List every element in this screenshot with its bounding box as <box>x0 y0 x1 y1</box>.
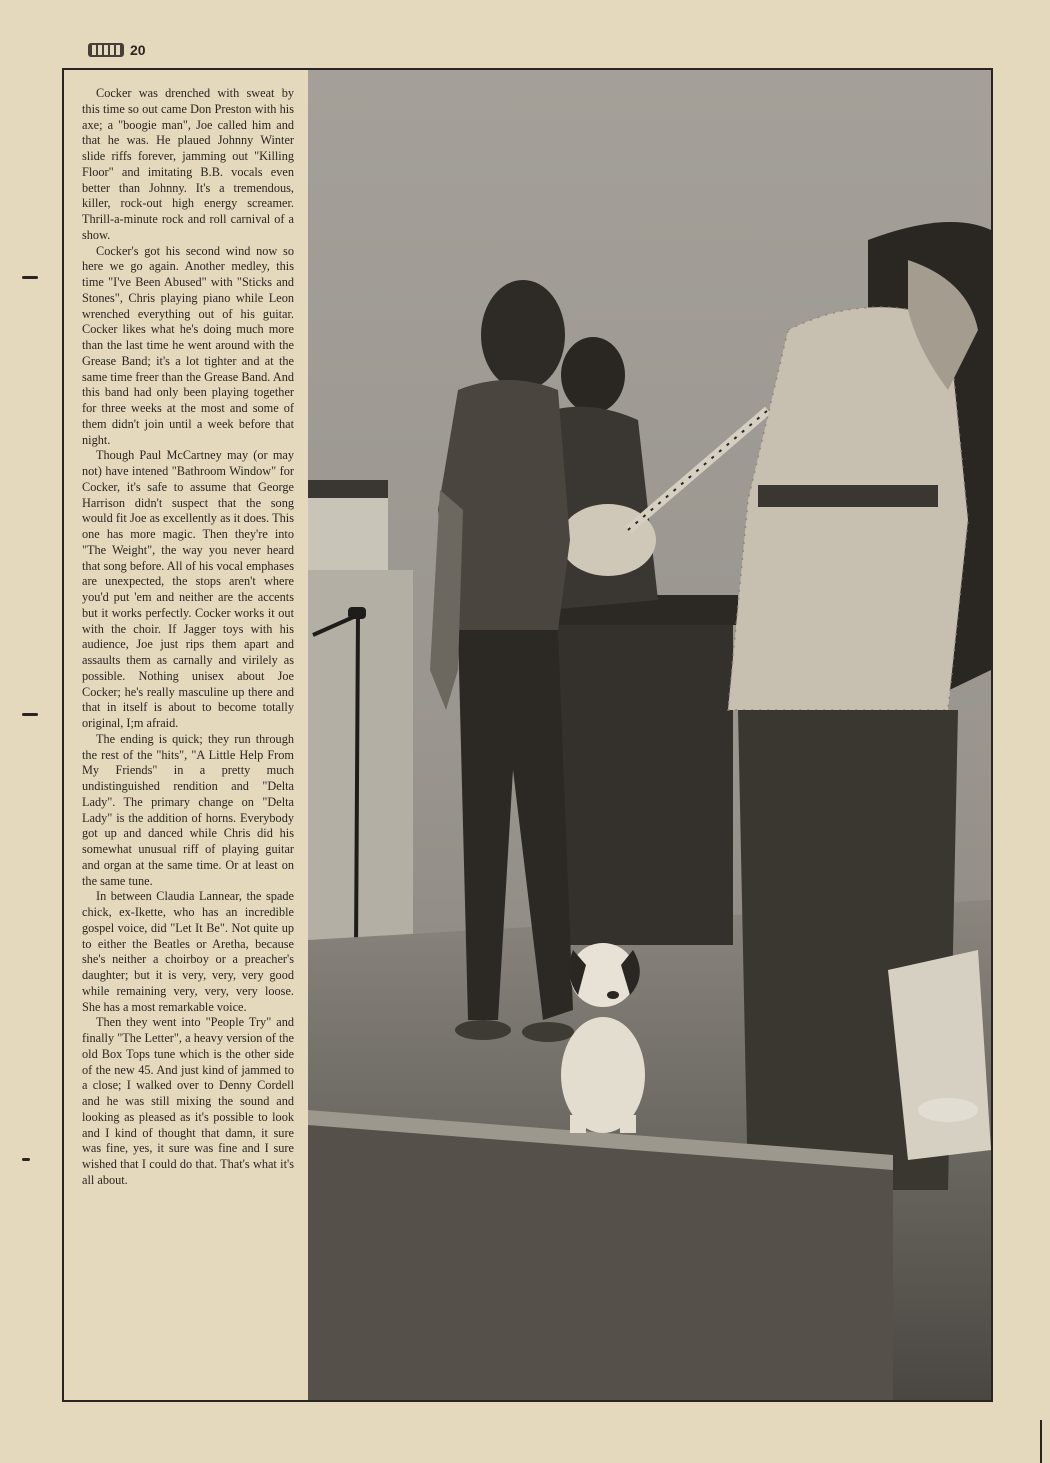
microphone-stand <box>356 615 358 950</box>
article-column <box>82 86 294 1391</box>
margin-tick-mark <box>22 713 38 716</box>
dog-nose <box>607 991 619 999</box>
magazine-logo-icon <box>88 43 124 57</box>
article-paragraph: In between Claudia Lannear, the spade chick, ex-Ikette, who has an incredible gospel voice, did "Let It Be". Not quite up to either the Beatles or Aretha, because she's neither a choirboy or a preacher's daughter; but it is very, very, very good while remaining very, very, very loose. She has a most remarkable voice. <box>82 889 294 1014</box>
page-number: 20 <box>130 42 146 58</box>
margin-tick-mark <box>22 276 38 279</box>
page-header <box>88 42 146 58</box>
article-paragraph: Though Paul McCartney may (or may not) have intened "Bathroom Window" for Cocker, it's safe to assume that George Harrison didn't suspect that the song would fit Joe as excellently as it does. This one has more magic. Then they're into "The Weight", the way you never heard that song before. All of his vocal emphases are unexpected, the stops aren't where you'd put 'em and neither are the accents but it works perfectly. Cocker works it out with the choir. If Jagger toys with his audience, Joe just rips them apart and assaults them as carnally and virilely as possible. Nothing unisex about Joe Cocker; he's really masculine up there and that in itself is about to become totally original, I;m afraid. <box>82 448 294 730</box>
article-paragraph: Then they went into "People Try" and finally "The Letter", a heavy version of the old Box Tops tune which is the other side of the new 45. And just kind of jammed to a close; I walked over to Denny Cordell and he was still mixing the sound and looking as pleased as it's possible to look and I kind of thought that damn, it sure was fine, yes, it sure was fine and I sure wished that I could do that. That's what it's all about. <box>82 1015 294 1187</box>
article-paragraph: Cocker was drenched with sweat by this time so out came Don Preston with his axe; a "boogie man", Joe called him and that he was. He plaued Johnny Winter slide riffs forever, jamming out "Killing Floor" and imitating B.B. vocals even better than Johnny. It's a tremendous, killer, rock-out high energy screamer. Thrill-a-minute rock and roll carnival of a show. <box>82 86 294 242</box>
performer-head <box>481 280 565 390</box>
edge-mark <box>1040 1420 1042 1463</box>
microphone <box>348 607 366 619</box>
cup <box>918 1098 978 1122</box>
guitarist-head <box>561 337 625 413</box>
photo-illustration <box>308 70 991 1400</box>
concert-stage-photo <box>308 70 991 1400</box>
singer-belt <box>758 485 938 507</box>
article-paragraph: Cocker's got his second wind now so here we go again. Another medley, this time "I've Been Abused" with "Sticks and Stones", Chris playing piano while Leon wrenched everything out of his guitar. Cocker likes what he's doing much more than the last time he went around with the Grease Band; it's a lot tighter and at the same time freer than the Grease Band. And this band had only been playing together for three weeks at the most and some of them didn't join until a week before that night. <box>82 243 294 447</box>
article-paragraph: The ending is quick; they run through the rest of the "hits", "A Little Help From My Friends" in a pretty much undistinguished rendition and "Delta Lady". The primary change on "Delta Lady" is the addition of horns. Everybody got up and danced while Chris did his somewhat unusual riff of playing guitar and organ at the same time. Or at least on the same tune. <box>82 731 294 888</box>
margin-tick-mark <box>22 1158 30 1161</box>
